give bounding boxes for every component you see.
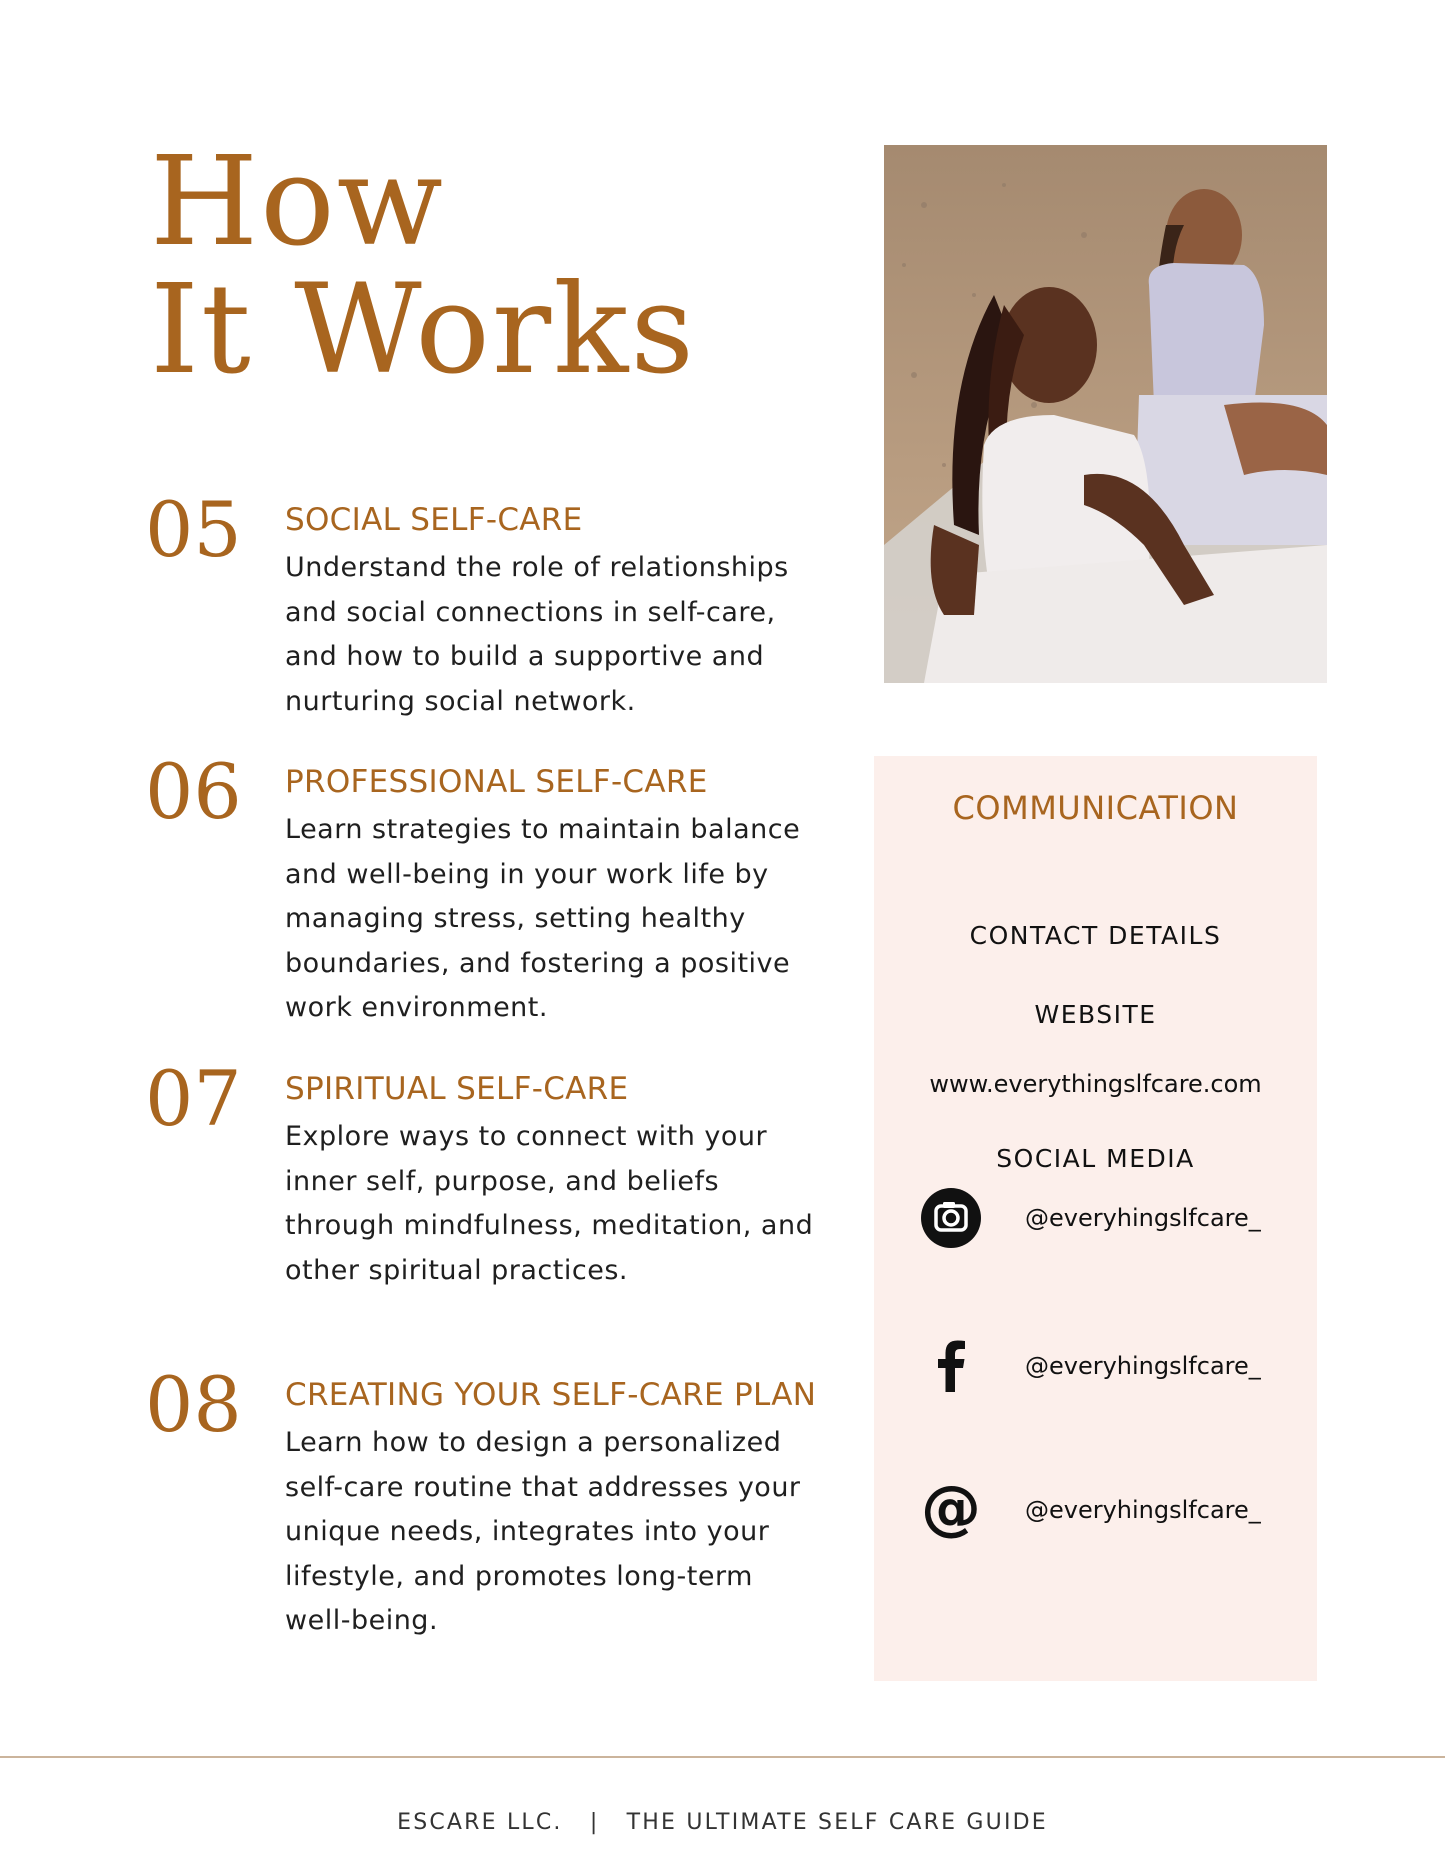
social-media-label: SOCIAL MEDIA (996, 1144, 1195, 1173)
step-number: 06 (145, 747, 242, 836)
communication-panel (874, 756, 1317, 1681)
step-heading: PROFESSIONAL SELF-CARE (285, 764, 708, 800)
footer-separator: | (589, 1810, 600, 1835)
meditation-photo-illustration (884, 145, 1327, 683)
title-line-2: It Works (150, 258, 696, 402)
footer-guide-title: THE ULTIMATE SELF CARE GUIDE (626, 1810, 1048, 1835)
step-number: 05 (145, 485, 242, 574)
communication-title: COMMUNICATION (952, 789, 1239, 827)
step-number: 07 (145, 1054, 242, 1143)
footer-divider (0, 1756, 1445, 1758)
website-url-link[interactable]: www.everythingslfcare.com (929, 1070, 1262, 1098)
instagram-handle: @everyhingslfcare_ (1025, 1204, 1261, 1232)
step-08 (145, 1360, 825, 1644)
email-handle: @everyhingslfcare_ (1025, 1496, 1261, 1524)
step-05 (145, 485, 825, 724)
facebook-icon (919, 1334, 983, 1398)
social-row-instagram[interactable] (919, 1186, 1317, 1250)
website-label: WEBSITE (1034, 1000, 1157, 1029)
step-06 (145, 747, 825, 1031)
step-description: Understand the role of relationships and social connections in self-care, and how to build a supportive and nurturing social network. (285, 552, 789, 717)
facebook-handle: @everyhingslfcare_ (1025, 1352, 1261, 1380)
meditation-photo (884, 145, 1327, 683)
step-description: Explore ways to connect with your inner self, purpose, and beliefs through mindfulness, meditation, and other spiritual practices. (285, 1121, 814, 1286)
step-description: Learn strategies to maintain balance and well-being in your work life by managing stress, setting healthy boundaries, and fostering a positive work environment. (285, 814, 801, 1023)
step-heading: SPIRITUAL SELF-CARE (285, 1071, 629, 1107)
title-line-1: How (150, 130, 445, 274)
footer (0, 1808, 1445, 1838)
contact-details-label: CONTACT DETAILS (969, 921, 1222, 950)
svg-text:@: @ (921, 1478, 981, 1542)
step-07 (145, 1054, 825, 1293)
instagram-icon (919, 1186, 983, 1250)
step-heading: CREATING YOUR SELF-CARE PLAN (285, 1377, 817, 1413)
at-sign-icon (919, 1478, 983, 1542)
footer-company: ESCARE LLC. (397, 1810, 563, 1835)
social-row-facebook[interactable] (919, 1334, 1317, 1398)
social-row-email[interactable] (919, 1478, 1317, 1542)
step-number: 08 (145, 1360, 242, 1449)
page-title (150, 130, 696, 402)
step-heading: SOCIAL SELF-CARE (285, 502, 583, 538)
step-description: Learn how to design a personalized self-care routine that addresses your unique needs, integrates into your lifestyle, and promotes long-term well-being. (285, 1427, 801, 1636)
